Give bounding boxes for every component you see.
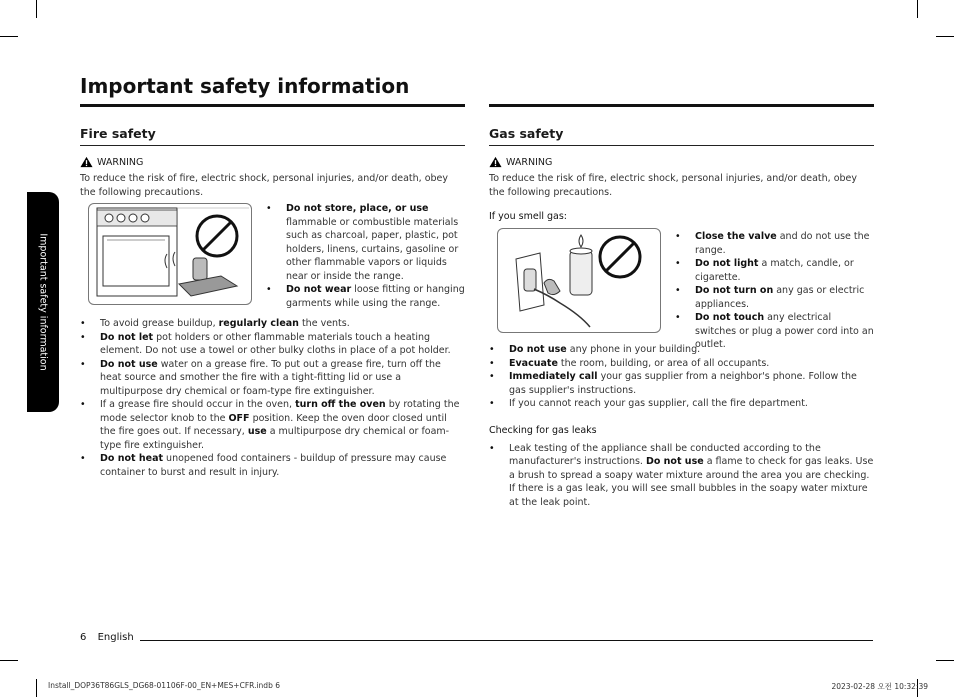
section-title: Gas safety xyxy=(489,126,874,146)
list-item: • Leak testing of the appliance shall be conducted according to the manufacturer's instructions. Do not use a flame to check for gas leaks. Use a brush to spread a soapy water mixture around the area you are checking. If there is a gas leak, you will see small bubbles in the soapy water mixture at the leak point. xyxy=(489,442,874,510)
crop-mark xyxy=(936,660,954,661)
page-number: 6 xyxy=(80,632,87,643)
list-item: • Do not turn on any gas or electric appliances. xyxy=(675,284,875,311)
gas-safety-section xyxy=(489,126,874,509)
fire-safety-section xyxy=(80,126,465,479)
list-item: • Immediately call your gas supplier from a neighbor's phone. Follow the gas supplier's instructions. xyxy=(489,370,874,397)
crop-mark xyxy=(0,36,18,37)
section-title: Fire safety xyxy=(80,126,465,146)
list-item: • Do not let pot holders or other flammable materials touch a heating element. Do not use a towel or other bulky cloths in place of a pot holder. xyxy=(80,331,465,358)
warning-text: WARNING xyxy=(506,156,553,168)
list-item: • Do not light a match, candle, or cigarette. xyxy=(675,257,875,284)
subheading: Checking for gas leaks xyxy=(489,424,597,436)
list-item: • If a grease fire should occur in the oven, turn off the oven by rotating the mode selector knob to the OFF position. Keep the oven door closed until the fire goes out. If necessary, use a multipurpose dry chemical or foam-type fire extinguisher. xyxy=(80,398,465,452)
print-slug-right: 2023-02-28 오전 10:32:39 xyxy=(831,682,928,691)
list-item: • Do not use any phone in your building. xyxy=(489,343,874,357)
warning-icon xyxy=(489,156,502,168)
fire-list xyxy=(80,317,465,479)
page-title: Important safety information xyxy=(80,74,410,98)
footer-language: English xyxy=(97,632,134,643)
subheading: If you smell gas: xyxy=(489,211,567,222)
list-item: • To avoid grease buildup, regularly clean the vents. xyxy=(80,317,465,331)
list-item: • Do not store, place, or use flammable or combustible materials such as charcoal, paper, plastic, pot holders, linens, curtains, gasoline or other flammable vapors or liquids near or inside the range. xyxy=(266,202,466,283)
warning-label xyxy=(80,156,465,168)
list-item: • Do not touch any electrical switches or plug a power cord into an outlet. xyxy=(675,311,875,352)
title-rule xyxy=(80,104,465,107)
list-item: • Do not heat unopened food containers - buildup of pressure may cause container to burst and result in injury. xyxy=(80,452,465,479)
crop-mark xyxy=(36,679,37,697)
side-tab-label: Important safety information xyxy=(37,233,49,371)
page-footer xyxy=(80,632,134,643)
list-item: • Evacuate the room, building, or area of all occupants. xyxy=(489,357,874,371)
crop-mark xyxy=(917,0,918,18)
gas-side-list xyxy=(675,230,875,352)
print-slug-left: Install_DOP36T86GLS_DG68-01106F-00_EN+MES+CFR.indb 6 xyxy=(48,681,280,690)
list-item: • Do not use water on a grease fire. To put out a grease fire, turn off the heat source and smother the fire with a tight-fitting lid or use a multipurpose dry chemical or foam-type fire extinguisher. xyxy=(80,358,465,399)
warning-icon xyxy=(80,156,93,168)
title-rule xyxy=(489,104,874,107)
intro-text: To reduce the risk of fire, electric shock, personal injuries, and/or death, obey the following precautions. xyxy=(489,173,858,198)
crop-mark xyxy=(36,0,37,18)
gas-list xyxy=(489,343,874,411)
range-fire-illustration xyxy=(88,203,252,305)
fire-side-list xyxy=(266,202,466,310)
list-item: • If you cannot reach your gas supplier, call the fire department. xyxy=(489,397,874,411)
warning-label xyxy=(489,156,874,168)
crop-mark xyxy=(0,660,18,661)
list-item: • Close the valve and do not use the range. xyxy=(675,230,875,257)
outlet-candle-illustration xyxy=(497,228,661,333)
crop-mark xyxy=(936,36,954,37)
intro-text: To reduce the risk of fire, electric shock, personal injuries, and/or death, obey the following precautions. xyxy=(80,173,449,198)
list-item: • Do not wear loose fitting or hanging garments while using the range. xyxy=(266,283,466,310)
warning-text: WARNING xyxy=(97,156,144,168)
footer-rule xyxy=(140,640,873,641)
leak-list xyxy=(489,442,874,510)
